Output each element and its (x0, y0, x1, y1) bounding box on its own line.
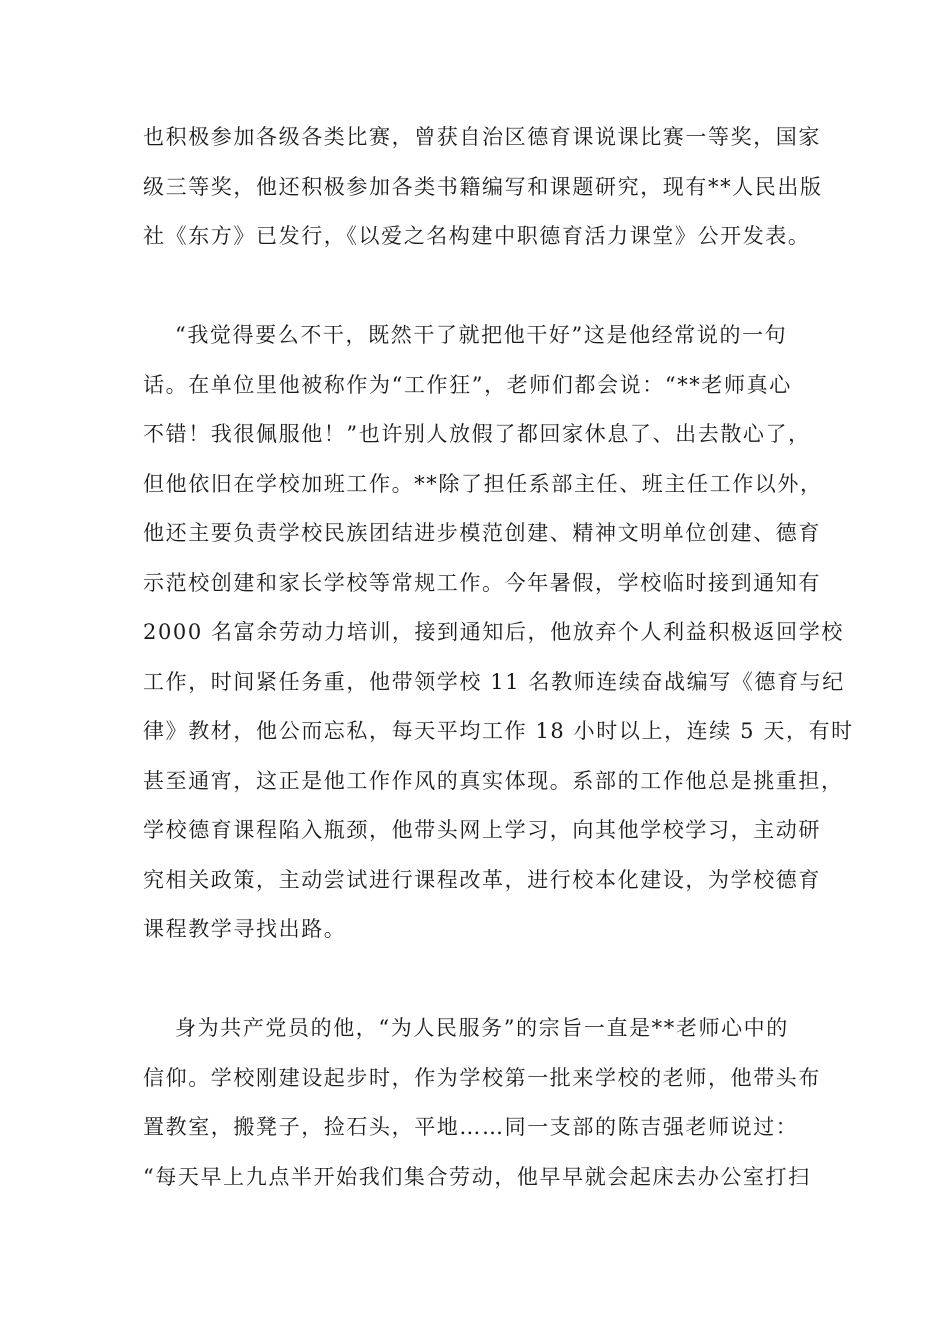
paragraph-2-line-13: 课程教学寻找出路。 (143, 917, 347, 941)
paragraph-2-line-3: 不错！我很佩服他！”也许别人放假了都回家休息了、出去散心了， (143, 422, 811, 446)
paragraph-2-line-6: 示范校创建和家长学校等常规工作。今年暑假，学校临时接到通知有 (143, 571, 821, 595)
paragraph-2-line-1: “我觉得要么不干，既然干了就把他干好”这是他经常说的一句 (175, 323, 788, 347)
paragraph-2-line-8: 工作，时间紧任务重，他带领学校 11 名教师连续奋战编写《德育与纪 (143, 670, 845, 694)
paragraph-2-line-2: 话。在单位里他被称作为“工作狂”，老师们都会说：“**老师真心 (143, 373, 792, 397)
paragraph-3-line-4: “每天早上九点半开始我们集合劳动，他早早就会起床去办公室打扫 (143, 1165, 811, 1189)
paragraph-3-line-2: 信仰。学校刚建设起步时，作为学校第一批来学校的老师，他带头布 (143, 1066, 821, 1090)
paragraph-2-line-11: 学校德育课程陷入瓶颈，他带头网上学习，向其他学校学习，主动研 (143, 818, 821, 842)
paragraph-2-line-5: 他还主要负责学校民族团结进步模范创建、精神文明单位创建、德育 (143, 521, 821, 545)
paragraph-2-line-7: 2000 名富余劳动力培训，接到通知后，他放弃个人利益积极返回学校 (143, 620, 844, 644)
paragraph-1-line-2: 级三等奖，他还积极参加各类书籍编写和课题研究，现有**人民出版 (143, 175, 823, 199)
paragraph-1-line-3: 社《东方》已发行，《以爱之名构建中职德育活力课堂》公开发表。 (143, 224, 811, 248)
paragraph-2-line-9: 律》教材，他公而忘私，每天平均工作 18 小时以上，连续 5 天，有时 (143, 719, 854, 743)
paragraph-3-line-3: 置教室，搬凳子，捡石头，平地……同一支部的陈吉强老师说过： (143, 1115, 799, 1139)
paragraph-2-line-4: 但他依旧在学校加班工作。**除了担任系部主任、班主任工作以外， (143, 472, 823, 496)
paragraph-2-line-12: 究相关政策，主动尝试进行课程改革，进行校本化建设，为学校德育 (143, 868, 821, 892)
paragraph-3-line-1: 身为共产党员的他，“为人民服务”的宗旨一直是**老师心中的 (175, 1016, 789, 1040)
paragraph-1-line-1: 也积极参加各级各类比赛，曾获自治区德育课说课比赛一等奖，国家 (143, 125, 821, 149)
paragraph-2-line-10: 甚至通宵，这正是他工作作风的真实体现。系部的工作他总是挑重担， (143, 769, 844, 793)
